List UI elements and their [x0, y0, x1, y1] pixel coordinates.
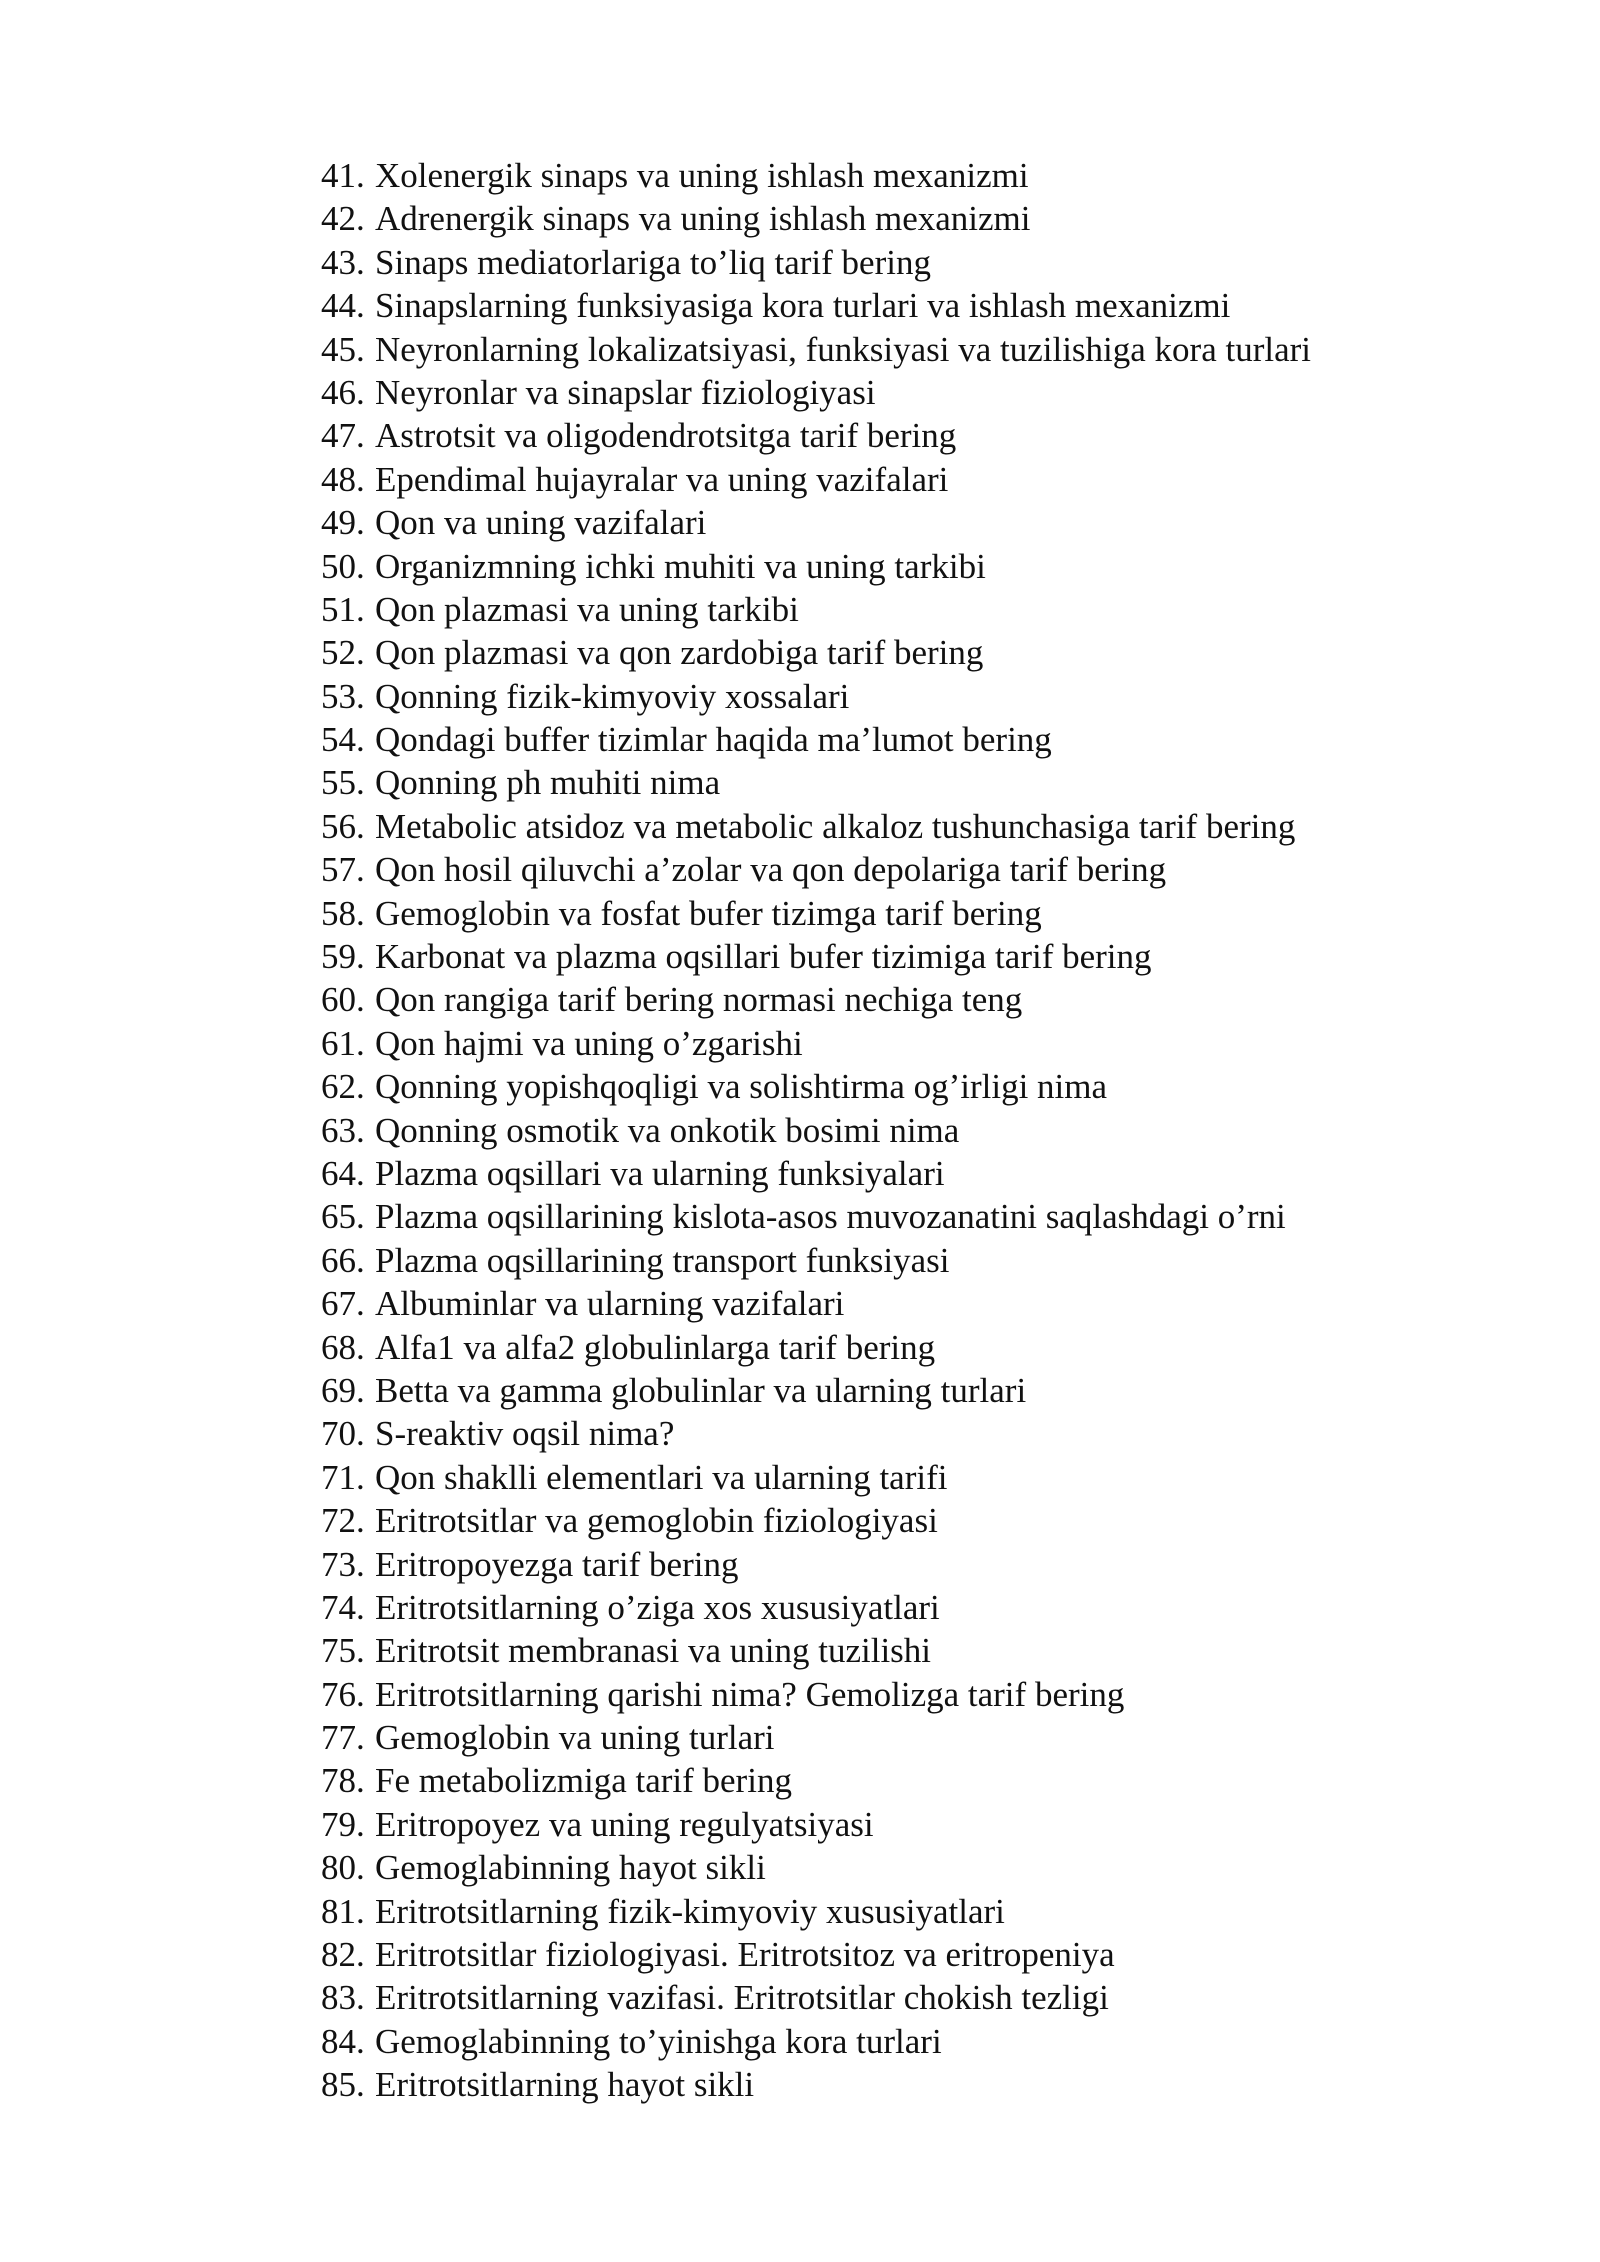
question-text: Qon plazmasi va qon zardobiga tarif bering — [375, 633, 984, 673]
question-number: 58. — [321, 893, 365, 933]
list-item — [321, 1890, 1501, 1933]
list-item — [321, 328, 1501, 371]
question-text: Qon va uning vazifalari — [375, 503, 707, 543]
question-text: Plazma oqsillarining transport funksiyasi — [375, 1240, 950, 1280]
question-text: Organizmning ichki muhiti va uning tarkibi — [375, 546, 986, 586]
question-number: 65. — [321, 1197, 365, 1237]
question-number: 41. — [321, 156, 365, 195]
question-number: 55. — [321, 763, 365, 803]
question-number: 66. — [321, 1240, 365, 1280]
question-list — [321, 154, 1501, 2107]
question-number: 85. — [321, 2065, 365, 2105]
question-text: Plazma oqsillari va ularning funksiyalari — [375, 1153, 945, 1193]
list-item — [321, 501, 1501, 544]
list-item — [321, 1586, 1501, 1629]
question-number: 60. — [321, 980, 365, 1020]
question-text: Qon hajmi va uning o’zgarishi — [375, 1023, 803, 1063]
question-number: 72. — [321, 1501, 365, 1541]
question-text: Qonning yopishqoqligi va solishtirma og’irligi nima — [375, 1067, 1108, 1107]
question-text: Qonning ph muhiti nima — [375, 763, 721, 803]
question-number: 81. — [321, 1891, 365, 1931]
question-number: 77. — [321, 1718, 365, 1758]
question-number: 62. — [321, 1067, 365, 1107]
question-text: Eritropoyezga tarif bering — [375, 1544, 739, 1584]
question-text: Metabolic atsidoz va metabolic alkaloz tushunchasiga tarif bering — [375, 806, 1296, 846]
list-item — [321, 545, 1501, 588]
list-item — [321, 1456, 1501, 1499]
question-number: 49. — [321, 503, 365, 543]
question-text: Ependimal hujayralar va uning vazifalari — [375, 459, 949, 499]
question-number: 73. — [321, 1544, 365, 1584]
question-number: 43. — [321, 242, 365, 282]
question-number: 67. — [321, 1284, 365, 1324]
list-item — [321, 1239, 1501, 1282]
question-text: Qon rangiga tarif bering normasi nechiga teng — [375, 980, 1023, 1020]
question-text: Eritrotsitlarning hayot sikli — [375, 2065, 755, 2105]
question-text: Alfa1 va alfa2 globulinlarga tarif bering — [375, 1327, 936, 1367]
question-number: 50. — [321, 546, 365, 586]
question-number: 75. — [321, 1631, 365, 1671]
list-item — [321, 1629, 1501, 1672]
list-item — [321, 892, 1501, 935]
question-text: Qondagi buffer tizimlar haqida ma’lumot bering — [375, 720, 1052, 760]
question-number: 69. — [321, 1370, 365, 1410]
question-number: 68. — [321, 1327, 365, 1367]
list-item — [321, 1846, 1501, 1889]
question-text: Eritrotsit membranasi va uning tuzilishi — [375, 1631, 932, 1671]
question-text: Qonning fizik-kimyoviy xossalari — [375, 676, 850, 716]
list-item — [321, 848, 1501, 891]
list-item — [321, 1152, 1501, 1195]
question-text: Eritrotsitlar fiziologiyasi. Eritrotsitoz va eritropeniya — [375, 1935, 1115, 1975]
question-number: 59. — [321, 937, 365, 977]
list-item — [321, 1109, 1501, 1152]
list-item — [321, 197, 1501, 240]
question-text: Fe metabolizmiga tarif bering — [375, 1761, 792, 1801]
question-text: Qon hosil qiluvchi a’zolar va qon depolariga tarif bering — [375, 850, 1167, 890]
list-item — [321, 1195, 1501, 1238]
question-text: Betta va gamma globulinlar va ularning turlari — [375, 1370, 1027, 1410]
question-text: Sinaps mediatorlariga to’liq tarif bering — [375, 242, 931, 282]
question-number: 42. — [321, 199, 365, 239]
list-item — [321, 371, 1501, 414]
question-text: Eritrotsitlarning fizik-kimyoviy xususiyatlari — [375, 1891, 1005, 1931]
question-number: 57. — [321, 850, 365, 890]
question-text: Gemoglobin va uning turlari — [375, 1718, 775, 1758]
question-number: 56. — [321, 806, 365, 846]
list-item — [321, 1326, 1501, 1369]
question-number: 44. — [321, 286, 365, 326]
question-number: 48. — [321, 459, 365, 499]
question-number: 52. — [321, 633, 365, 673]
question-text: Eritrotsitlarning qarishi nima? Gemolizga tarif bering — [375, 1674, 1125, 1714]
question-number: 63. — [321, 1110, 365, 1150]
question-text: Qon shaklli elementlari va ularning tarifi — [375, 1457, 948, 1497]
question-number: 80. — [321, 1848, 365, 1888]
list-item — [321, 1803, 1501, 1846]
list-item — [321, 588, 1501, 631]
list-item — [321, 241, 1501, 284]
question-text: Karbonat va plazma oqsillari bufer tizimiga tarif bering — [375, 937, 1152, 977]
question-text: Neyronlar va sinapslar fiziologiyasi — [375, 372, 876, 412]
list-item — [321, 2063, 1501, 2106]
list-item — [321, 414, 1501, 457]
question-text: Qonning osmotik va onkotik bosimi nima — [375, 1110, 960, 1150]
question-text: Albuminlar va ularning vazifalari — [375, 1284, 845, 1324]
question-text: Gemoglobin va fosfat bufer tizimga tarif bering — [375, 893, 1042, 933]
question-text: Eritropoyez va uning regulyatsiyasi — [375, 1804, 874, 1844]
question-text: Gemoglabinning hayot sikli — [375, 1848, 766, 1888]
list-item — [321, 935, 1501, 978]
list-item — [321, 1976, 1501, 2019]
list-item — [321, 1543, 1501, 1586]
question-number: 78. — [321, 1761, 365, 1801]
list-item — [321, 675, 1501, 718]
list-item — [321, 284, 1501, 327]
question-number: 76. — [321, 1674, 365, 1714]
question-number: 71. — [321, 1457, 365, 1497]
question-number: 74. — [321, 1587, 365, 1627]
question-number: 82. — [321, 1935, 365, 1975]
list-item — [321, 1716, 1501, 1759]
question-number: 45. — [321, 329, 365, 369]
list-item — [321, 1282, 1501, 1325]
list-item — [321, 1499, 1501, 1542]
question-number: 51. — [321, 589, 365, 629]
list-item — [321, 1022, 1501, 1065]
list-item — [321, 718, 1501, 761]
question-number: 83. — [321, 1978, 365, 2018]
question-number: 47. — [321, 416, 365, 456]
question-number: 84. — [321, 2021, 365, 2061]
question-text: Gemoglabinning to’yinishga kora turlari — [375, 2021, 942, 2061]
list-item — [321, 761, 1501, 804]
question-text: Astrotsit va oligodendrotsitga tarif bering — [375, 416, 957, 456]
question-text: Adrenergik sinaps va uning ishlash mexanizmi — [375, 199, 1031, 239]
question-number: 53. — [321, 676, 365, 716]
question-text: Eritrotsitlarning vazifasi. Eritrotsitlar chokish tezligi — [375, 1978, 1109, 2018]
question-text: Neyronlarning lokalizatsiyasi, funksiyasi va tuzilishiga kora turlari — [375, 329, 1312, 369]
list-item — [321, 978, 1501, 1021]
list-item — [321, 154, 1501, 197]
question-number: 54. — [321, 720, 365, 760]
question-number: 46. — [321, 372, 365, 412]
list-item — [321, 1673, 1501, 1716]
question-text: Eritrotsitlarning o’ziga xos xususiyatlari — [375, 1587, 940, 1627]
question-text: S-reaktiv oqsil nima? — [375, 1414, 675, 1454]
list-item — [321, 631, 1501, 674]
list-item — [321, 458, 1501, 501]
question-text: Xolenergik sinaps va uning ishlash mexanizmi — [375, 156, 1029, 195]
question-text: Qon plazmasi va uning tarkibi — [375, 589, 799, 629]
list-item — [321, 2020, 1501, 2063]
question-text: Plazma oqsillarining kislota-asos muvozanatini saqlashdagi o’rni — [375, 1197, 1286, 1237]
list-item — [321, 1412, 1501, 1455]
list-item — [321, 1933, 1501, 1976]
question-number: 61. — [321, 1023, 365, 1063]
list-item — [321, 1759, 1501, 1802]
list-item — [321, 1369, 1501, 1412]
question-number: 64. — [321, 1153, 365, 1193]
question-text: Sinapslarning funksiyasiga kora turlari va ishlash mexanizmi — [375, 286, 1231, 326]
question-text: Eritrotsitlar va gemoglobin fiziologiyasi — [375, 1501, 938, 1541]
question-number: 79. — [321, 1804, 365, 1844]
list-item — [321, 805, 1501, 848]
list-item — [321, 1065, 1501, 1108]
question-number: 70. — [321, 1414, 365, 1454]
